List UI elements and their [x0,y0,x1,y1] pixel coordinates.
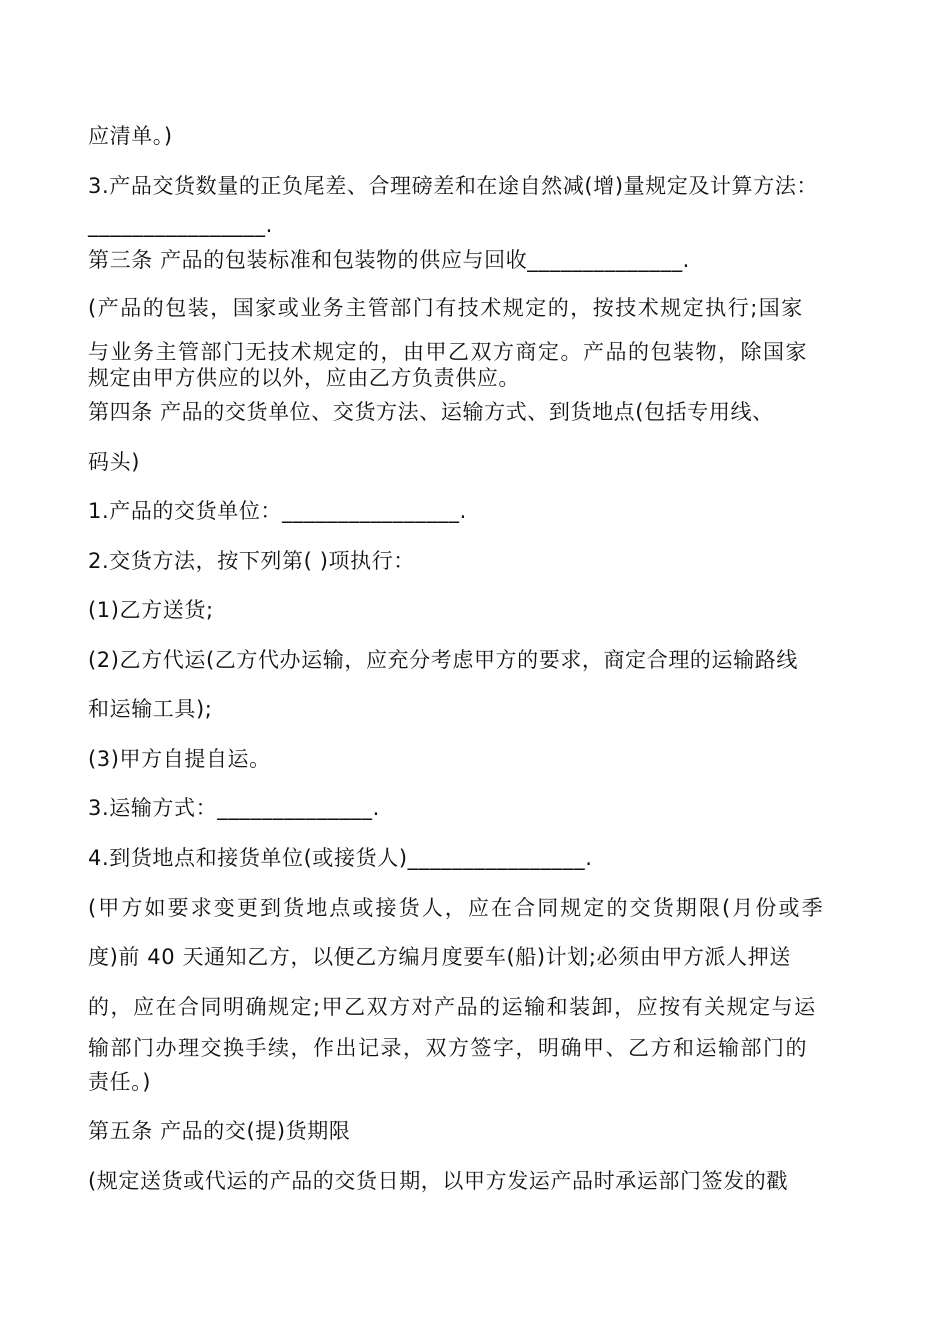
text-line: 应清单。) [88,124,173,148]
text-line: 和运输工具); [88,697,213,721]
section-heading: 第五条 产品的交(提)货期限 [88,1119,351,1143]
text-line: 4.到货地点和接货单位(或接货人)________________. [88,846,593,870]
section-heading: 第四条 产品的交货单位、交货方法、运输方式、到货地点(包括专用线、 [88,400,774,424]
text-line: 与业务主管部门无技术规定的，由甲乙双方商定。产品的包装物，除国家 [88,340,808,364]
text-line: 2.交货方法，按下列第( )项执行： [88,549,415,573]
section-heading: 第三条 产品的包装标准和包装物的供应与回收______________. [88,248,690,272]
text-line: (1)乙方送货; [88,598,214,622]
text-line: (2)乙方代运(乙方代办运输，应充分考虑甲方的要求，商定合理的运输路线 [88,648,798,672]
text-line: 3.运输方式：______________. [88,796,380,820]
text-line: 的，应在合同明确规定;甲乙双方对产品的运输和装卸，应按有关规定与运 [88,995,817,1019]
text-line: 1.产品的交货单位：________________. [88,499,467,523]
text-line: (产品的包装，国家或业务主管部门有技术规定的，按技术规定执行;国家 [88,296,804,320]
text-line: 责任。) [88,1070,152,1094]
text-line: 规定由甲方供应的以外，应由乙方负责供应。 [88,366,520,390]
text-line: (3)甲方自提自运。 [88,747,271,771]
text-line: ________________. [88,213,273,237]
text-line: (甲方如要求变更到货地点或接货人，应在合同规定的交货期限(月份或季 [88,896,825,920]
text-line: 3.产品交货数量的正负尾差、合理磅差和在途自然减(增)量规定及计算方法： [88,174,819,198]
text-line: 度)前 40 天通知乙方，以便乙方编月度要车(船)计划;必须由甲方派人押送 [88,945,791,969]
text-line: 输部门办理交换手续，作出记录，双方签字，明确甲、乙方和运输部门的 [88,1036,808,1060]
text-line: (规定送货或代运的产品的交货日期，以甲方发运产品时承运部门签发的戳 [88,1169,788,1193]
text-line: 码头) [88,450,140,474]
